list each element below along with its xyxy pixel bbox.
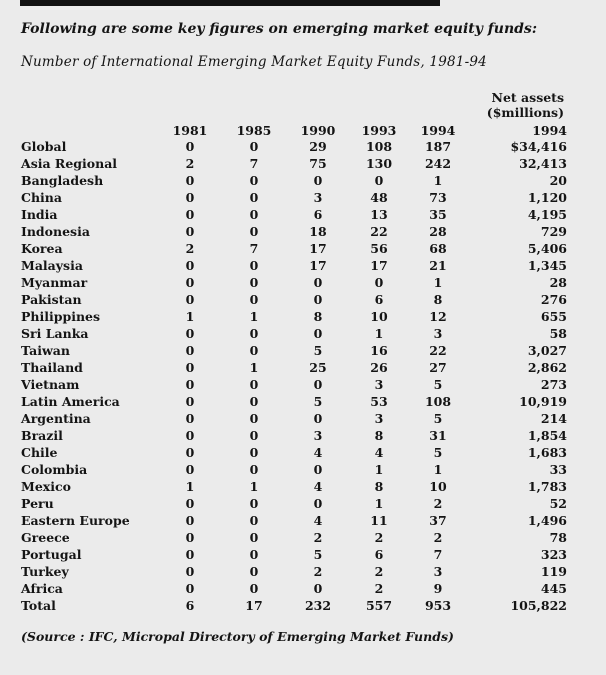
row-label: Malaysia [21,258,83,273]
row-label: Turkey [21,564,69,579]
fund-count-cell: 108 [365,139,393,154]
fund-count-cell: 5 [433,377,443,392]
fund-count-cell: 17 [370,258,388,273]
top-rule [20,0,440,6]
fund-count-cell: 6 [313,207,323,222]
fund-count-cell: 17 [309,258,327,273]
fund-count-cell: 12 [429,309,447,324]
fund-count-cell: 0 [185,564,195,579]
fund-count-cell: 1 [374,462,384,477]
net-assets-cell: 1,854 [527,428,567,443]
net-assets-cell: 323 [540,547,567,562]
fund-count-cell: 0 [249,394,259,409]
fund-count-cell: 56 [370,241,388,256]
table-row [21,478,567,495]
fund-count-cell: 0 [374,173,384,188]
table-row [21,206,567,223]
row-label: Indonesia [21,224,90,239]
fund-count-cell: 9 [433,581,443,596]
net-assets-cell: 445 [540,581,567,596]
fund-count-cell: 187 [424,139,452,154]
fund-count-cell: 8 [433,292,443,307]
row-label: Colombia [21,462,88,477]
net-assets-cell: 276 [540,292,567,307]
fund-count-cell: 0 [185,173,195,188]
fund-count-cell: 10 [429,479,447,494]
fund-count-cell: 0 [249,547,259,562]
fund-count-cell: 0 [249,445,259,460]
fund-count-cell: 0 [313,173,323,188]
net-assets-cell: 10,919 [519,394,567,409]
table-row [21,529,567,546]
fund-count-cell: 73 [429,190,447,205]
row-label: China [21,190,62,205]
row-label: Africa [21,581,63,596]
row-label: India [21,207,58,222]
net-assets-cell: 4,195 [527,207,567,222]
fund-count-cell: 5 [313,343,323,358]
table-row [21,325,567,342]
fund-count-cell: 2 [374,581,384,596]
row-label: Korea [21,241,63,256]
net-assets-cell: 52 [549,496,567,511]
fund-count-cell: 242 [424,156,452,171]
fund-count-cell: 2 [374,564,384,579]
fund-count-cell: 0 [185,275,195,290]
fund-count-cell: 4 [313,445,323,460]
net-assets-cell: 729 [540,224,567,239]
fund-count-cell: 0 [185,207,195,222]
fund-count-cell: 22 [429,343,447,358]
fund-count-cell: 0 [185,530,195,545]
table-row [21,410,567,427]
fund-count-cell: 0 [249,581,259,596]
fund-count-cell: 28 [429,224,447,239]
fund-count-cell: 7 [249,241,259,256]
table-row [21,393,567,410]
fund-count-cell: 0 [249,173,259,188]
net-assets-unit: ($millions) [486,105,564,120]
fund-count-cell: 0 [313,292,323,307]
header-country [21,122,159,138]
fund-count-cell: 0 [185,513,195,528]
fund-count-cell: 0 [249,564,259,579]
fund-count-cell: 0 [249,292,259,307]
table-row [21,376,567,393]
fund-count-cell: 3 [433,564,443,579]
net-assets-cell: 3,027 [527,343,567,358]
net-assets-cell: 105,822 [510,598,567,613]
fund-count-cell: 25 [309,360,327,375]
row-label: Myanmar [21,275,88,290]
fund-count-cell: 0 [185,496,195,511]
fund-count-cell: 6 [185,598,195,613]
fund-count-cell: 16 [370,343,388,358]
fund-count-cell: 2 [433,530,443,545]
fund-count-cell: 0 [313,496,323,511]
net-assets-cell: 119 [540,564,567,579]
fund-count-cell: 37 [429,513,447,528]
fund-count-cell: 0 [249,411,259,426]
fund-count-cell: 7 [433,547,443,562]
fund-count-cell: 0 [249,224,259,239]
fund-count-cell: 953 [424,598,452,613]
table-row [21,155,567,172]
fund-count-cell: 6 [374,547,384,562]
fund-count-cell: 10 [370,309,388,324]
header-1994-net-assets: 1994 [532,122,567,138]
table-row [21,138,567,155]
fund-count-cell: 22 [370,224,388,239]
intro-text: Following are some key figures on emerging market equity funds: [21,21,537,37]
fund-count-cell: 53 [370,394,388,409]
fund-count-cell: 0 [249,530,259,545]
fund-count-cell: 232 [304,598,332,613]
net-assets-cell: 1,683 [527,445,567,460]
row-label: Thailand [21,360,83,375]
fund-count-cell: 1 [433,173,443,188]
fund-count-cell: 2 [313,564,323,579]
fund-count-cell: 1 [185,309,195,324]
fund-count-cell: 2 [185,156,195,171]
table-row [21,240,567,257]
fund-count-cell: 4 [374,445,384,460]
fund-count-cell: 1 [249,309,259,324]
fund-count-cell: 8 [374,479,384,494]
fund-count-cell: 0 [185,445,195,460]
row-label: Latin America [21,394,120,409]
fund-count-cell: 1 [374,496,384,511]
net-assets-cell: 28 [549,275,567,290]
fund-count-cell: 0 [185,360,195,375]
row-label: Peru [21,496,54,511]
row-label: Global [21,139,67,154]
row-label: Taiwan [21,343,70,358]
row-label: Philippines [21,309,101,324]
fund-count-cell: 18 [309,224,327,239]
fund-count-cell: 0 [249,258,259,273]
table-row [21,308,567,325]
table-row [21,461,567,478]
fund-count-cell: 1 [249,360,259,375]
fund-count-cell: 0 [249,496,259,511]
fund-count-cell: 27 [429,360,447,375]
fund-count-cell: 3 [374,377,384,392]
header-row [21,122,567,138]
fund-count-cell: 2 [433,496,443,511]
table-row [21,257,567,274]
fund-count-cell: 0 [313,411,323,426]
fund-count-cell: 1 [374,326,384,341]
table-title: Number of International Emerging Market Equity Funds, 1981-94 [21,54,487,70]
net-assets-cell: 78 [549,530,567,545]
fund-count-cell: 0 [185,343,195,358]
header-1993: 1993 [361,122,397,138]
table-row [21,342,567,359]
fund-count-cell: 0 [249,190,259,205]
fund-count-cell: 8 [313,309,323,324]
fund-count-cell: 5 [313,547,323,562]
header-1990: 1990 [300,122,336,138]
table-body [21,138,567,614]
fund-count-cell: 1 [249,479,259,494]
fund-count-cell: 26 [370,360,388,375]
table-row [21,495,567,512]
fund-count-cell: 0 [374,275,384,290]
table-row [21,427,567,444]
fund-count-cell: 0 [185,292,195,307]
fund-count-cell: 0 [313,462,323,477]
fund-count-cell: 0 [313,377,323,392]
row-label: Total [21,598,56,613]
fund-count-cell: 0 [249,462,259,477]
net-assets-cell: 5,406 [527,241,567,256]
fund-count-cell: 75 [309,156,327,171]
fund-count-cell: 3 [313,190,323,205]
fund-count-cell: 0 [185,190,195,205]
net-assets-cell: 2,862 [527,360,567,375]
net-assets-cell: 20 [549,173,567,188]
fund-count-cell: 48 [370,190,388,205]
net-assets-cell: 1,783 [527,479,567,494]
net-assets-label: Net assets [491,90,564,105]
fund-count-cell: 0 [185,394,195,409]
fund-count-cell: 0 [185,258,195,273]
fund-count-cell: 0 [249,513,259,528]
net-assets-cell: 1,345 [527,258,567,273]
table-row [21,563,567,580]
fund-count-cell: 7 [249,156,259,171]
net-assets-cell: 1,496 [527,513,567,528]
fund-count-cell: 0 [249,326,259,341]
fund-count-cell: 1 [185,479,195,494]
row-label: Pakistan [21,292,82,307]
fund-count-cell: 0 [185,224,195,239]
table-row [21,580,567,597]
fund-count-cell: 5 [433,445,443,460]
row-label: Asia Regional [21,156,118,171]
funds-table [21,122,567,614]
net-assets-cell: 214 [540,411,567,426]
fund-count-cell: 0 [313,326,323,341]
row-label: Mexico [21,479,71,494]
table-row [21,444,567,461]
fund-count-cell: 0 [249,343,259,358]
table-row [21,223,567,240]
net-assets-header [487,90,564,120]
fund-count-cell: 17 [245,598,263,613]
fund-count-cell: 5 [313,394,323,409]
fund-count-cell: 11 [370,513,388,528]
table-row [21,597,567,614]
fund-count-cell: 0 [249,139,259,154]
fund-count-cell: 31 [429,428,447,443]
fund-count-cell: 108 [424,394,452,409]
fund-count-cell: 0 [249,377,259,392]
row-label: Portugal [21,547,82,562]
source-note: (Source : IFC, Micropal Directory of Emerging Market Funds) [21,629,454,644]
fund-count-cell: 1 [433,462,443,477]
row-label: Eastern Europe [21,513,130,528]
net-assets-cell: 58 [549,326,567,341]
fund-count-cell: 1 [433,275,443,290]
fund-count-cell: 0 [249,275,259,290]
fund-count-cell: 35 [429,207,447,222]
fund-count-cell: 17 [309,241,327,256]
fund-count-cell: 13 [370,207,388,222]
fund-count-cell: 0 [185,547,195,562]
header-1985: 1985 [236,122,272,138]
fund-count-cell: 0 [313,581,323,596]
fund-count-cell: 2 [374,530,384,545]
fund-count-cell: 0 [313,275,323,290]
net-assets-cell: 33 [549,462,567,477]
fund-count-cell: 6 [374,292,384,307]
fund-count-cell: 4 [313,513,323,528]
table-row [21,172,567,189]
header-1994: 1994 [420,122,456,138]
row-label: Sri Lanka [21,326,89,341]
fund-count-cell: 3 [433,326,443,341]
header-1981: 1981 [172,122,208,138]
net-assets-cell: 1,120 [527,190,567,205]
fund-count-cell: 0 [185,377,195,392]
table-row [21,546,567,563]
fund-count-cell: 0 [185,428,195,443]
fund-count-cell: 29 [309,139,327,154]
net-assets-cell: 655 [540,309,567,324]
table-row [21,359,567,376]
fund-count-cell: 2 [185,241,195,256]
fund-count-cell: 68 [429,241,447,256]
fund-count-cell: 2 [313,530,323,545]
net-assets-cell: $34,416 [510,139,567,154]
row-label: Bangladesh [21,173,104,188]
fund-count-cell: 557 [365,598,393,613]
fund-count-cell: 5 [433,411,443,426]
fund-count-cell: 130 [365,156,393,171]
fund-count-cell: 0 [249,428,259,443]
net-assets-cell: 32,413 [519,156,567,171]
fund-count-cell: 3 [374,411,384,426]
fund-count-cell: 0 [249,207,259,222]
fund-count-cell: 0 [185,581,195,596]
row-label: Chile [21,445,58,460]
row-label: Vietnam [21,377,80,392]
table-row [21,274,567,291]
row-label: Greece [21,530,70,545]
fund-count-cell: 21 [429,258,447,273]
fund-count-cell: 0 [185,411,195,426]
fund-count-cell: 0 [185,139,195,154]
table-row [21,512,567,529]
fund-count-cell: 8 [374,428,384,443]
row-label: Brazil [21,428,63,443]
fund-count-cell: 4 [313,479,323,494]
table-row [21,291,567,308]
row-label: Argentina [21,411,91,426]
fund-count-cell: 0 [185,326,195,341]
fund-count-cell: 3 [313,428,323,443]
table-row [21,189,567,206]
fund-count-cell: 0 [185,462,195,477]
net-assets-cell: 273 [540,377,567,392]
